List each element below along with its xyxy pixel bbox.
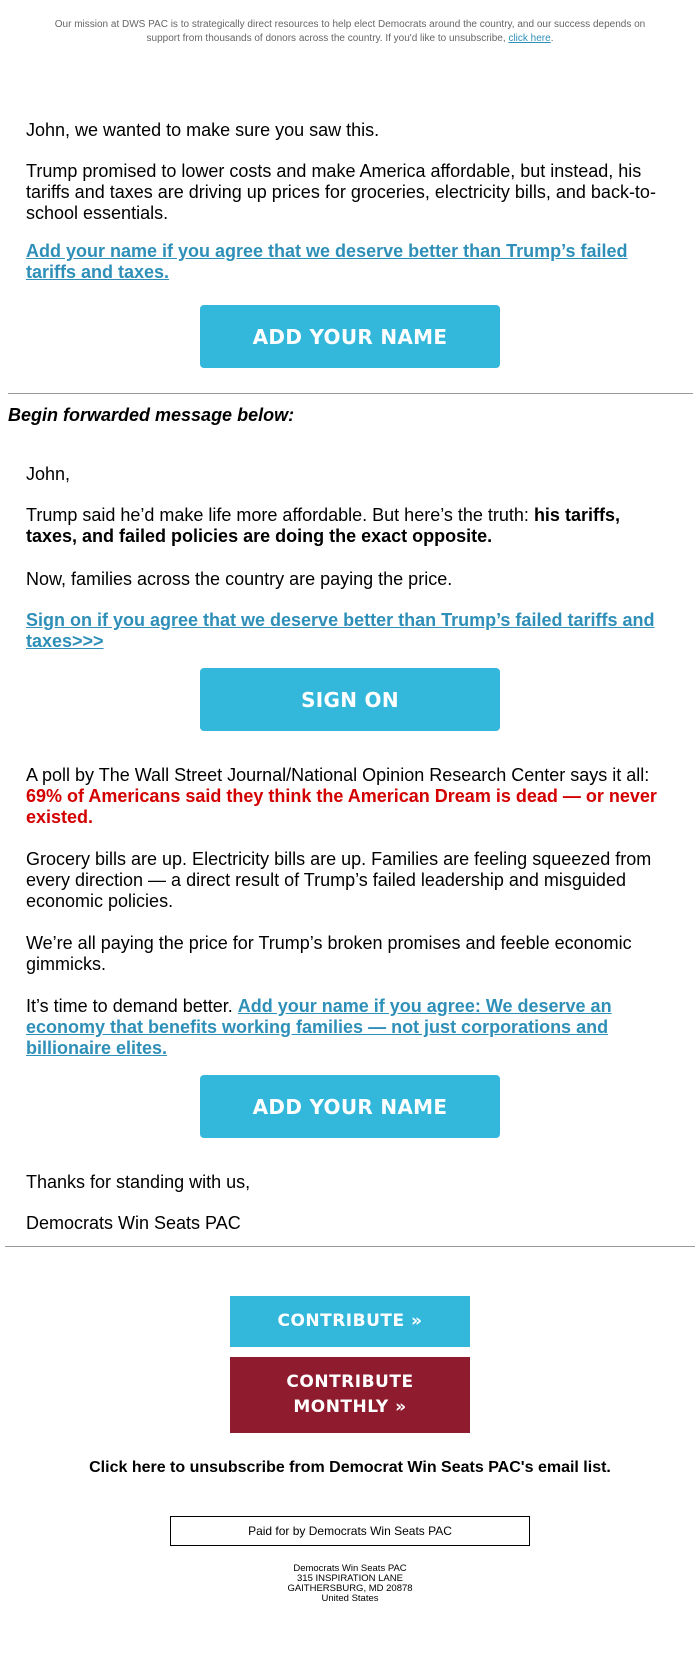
contribute-monthly-button[interactable] [230,1357,470,1433]
contribute-monthly-line-2: MONTHLY » [293,1397,407,1417]
divider [8,393,693,394]
forwarded-greeting: John, [26,464,71,484]
preheader [50,18,650,46]
forwarded-paragraph-1 [26,505,666,547]
preheader-unsubscribe-link[interactable]: click here [508,33,551,44]
intro-body: Trump promised to lower costs and make America affordable, but instead, his tariffs and taxes are driving up prices for groceries, electricity bills, and back-to-school essentials. [26,161,656,223]
forwarded-paragraph-5: We’re all paying the price for Trump’s broken promises and feeble economic gimmicks. [26,933,632,974]
address-line: United States [321,1593,379,1604]
forwarded-paragraph-6 [26,996,666,1059]
forwarded-heading: Begin forwarded message below: [8,405,295,425]
add-your-name-button[interactable]: ADD YOUR NAME [200,305,500,368]
contribute-monthly-line-1: CONTRIBUTE [286,1372,414,1392]
forwarded-paragraph-4: Grocery bills are up. Electricity bills are up. Families are feeling squeezed from every direction — a direct result of Trump’s failed leadership and misguided economic policies. [26,849,652,911]
intro-link[interactable] [26,241,666,283]
sign-on-link-wrap[interactable] [26,610,666,652]
footer-divider [5,1246,695,1247]
sign-on-link[interactable]: Sign on if you agree that we deserve better than Trump’s failed tariffs and taxes>>> [26,610,655,651]
unsubscribe-link[interactable]: Click here to unsubscribe from Democrat Win Seats PAC's email list. [89,1459,611,1476]
address-line: 315 INSPIRATION LANE [297,1573,403,1584]
forwarded-paragraph-2: Now, families across the country are paying the price. [26,569,453,589]
address-line: Democrats Win Seats PAC [293,1563,407,1574]
sign-on-button[interactable]: SIGN ON [200,668,500,731]
economy-add-name-link[interactable]: Add your name if you agree: We deserve an economy that benefits working families — not just corporations and billionaire elites. [26,996,612,1058]
signature: Democrats Win Seats PAC [26,1213,241,1233]
address-line: GAITHERSBURG, MD 20878 [287,1583,413,1594]
poll-stat: 69% of Americans said they think the American Dream is dead — or never existed. [26,786,657,827]
p1-bold: his tariffs, taxes, and failed policies are doing the exact opposite. [26,505,620,546]
contribute-button[interactable]: CONTRIBUTE » [230,1296,470,1347]
poll-plain: A poll by The Wall Street Journal/National Opinion Research Center says it all: [26,765,650,785]
preheader-text: Our mission at DWS PAC is to strategically direct resources to help elect Democrats around the country, and our success depends on support from thousands of donors across the country. If you'd like to unsubscribe, [54,19,646,44]
closing: Thanks for standing with us, [26,1172,251,1192]
preheader-end: . [550,33,554,44]
paid-for-disclaimer: Paid for by Democrats Win Seats PAC [170,1516,530,1546]
poll-paragraph [26,765,666,828]
p6-plain: It’s time to demand better. [26,996,238,1016]
p1-plain: Trump said he’d make life more affordable. But here’s the truth: [26,505,534,525]
mailing-address [0,1564,700,1604]
add-your-name-button-2[interactable]: ADD YOUR NAME [200,1075,500,1138]
intro-add-name-link[interactable]: Add your name if you agree that we deserve better than Trump’s failed tariffs and taxes. [26,241,628,282]
intro-greeting: John, we wanted to make sure you saw this. [26,120,380,140]
